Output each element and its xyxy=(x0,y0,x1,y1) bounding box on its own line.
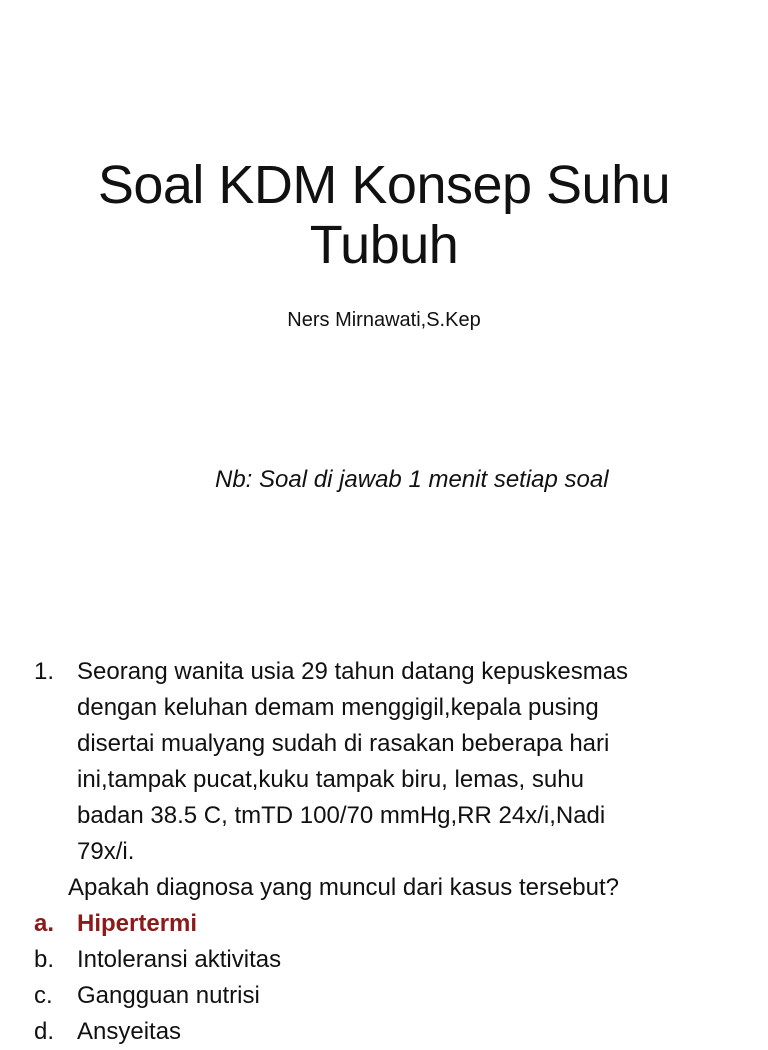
option-text: Hipertermi xyxy=(77,910,198,937)
option-text: Gangguan nutrisi xyxy=(77,982,260,1009)
option-letter: c. xyxy=(34,982,53,1009)
question-line: dengan keluhan demam menggigil,kepala pusing xyxy=(77,694,599,721)
option-letter: d. xyxy=(34,1018,55,1045)
option-text: Ansyeitas xyxy=(77,1018,182,1045)
answer-option-b xyxy=(34,942,734,978)
answer-option-a xyxy=(34,906,734,942)
question-stem xyxy=(34,654,734,870)
question-line: ini,tampak pucat,kuku tampak biru, lemas, suhu xyxy=(77,766,584,793)
question-line: disertai mualyang sudah di rasakan beberapa hari xyxy=(77,730,610,757)
question-line: 79x/i. xyxy=(77,838,135,865)
question-line: Seorang wanita usia 29 tahun datang kepuskesmas xyxy=(77,658,629,685)
title-line-1: Soal KDM Konsep Suhu xyxy=(97,155,671,215)
option-letter: a. xyxy=(34,910,55,937)
question-prompt: Apakah diagnosa yang muncul dari kasus tersebut? xyxy=(68,874,620,901)
option-text: Intoleransi aktivitas xyxy=(77,946,282,973)
question-block xyxy=(34,654,734,1050)
author-subtitle: Ners Mirnawati,S.Kep xyxy=(287,309,481,331)
question-line: badan 38.5 C, tmTD 100/70 mmHg,RR 24x/i,Nadi xyxy=(77,802,606,829)
answer-option-c xyxy=(34,978,734,1014)
title-line-2: Tubuh xyxy=(309,215,459,275)
slide-title xyxy=(0,155,768,275)
question-number: 1. xyxy=(34,658,55,685)
instruction-note: Nb: Soal di jawab 1 menit setiap soal xyxy=(215,466,609,493)
option-letter: b. xyxy=(34,946,55,973)
answer-option-d xyxy=(34,1014,734,1050)
